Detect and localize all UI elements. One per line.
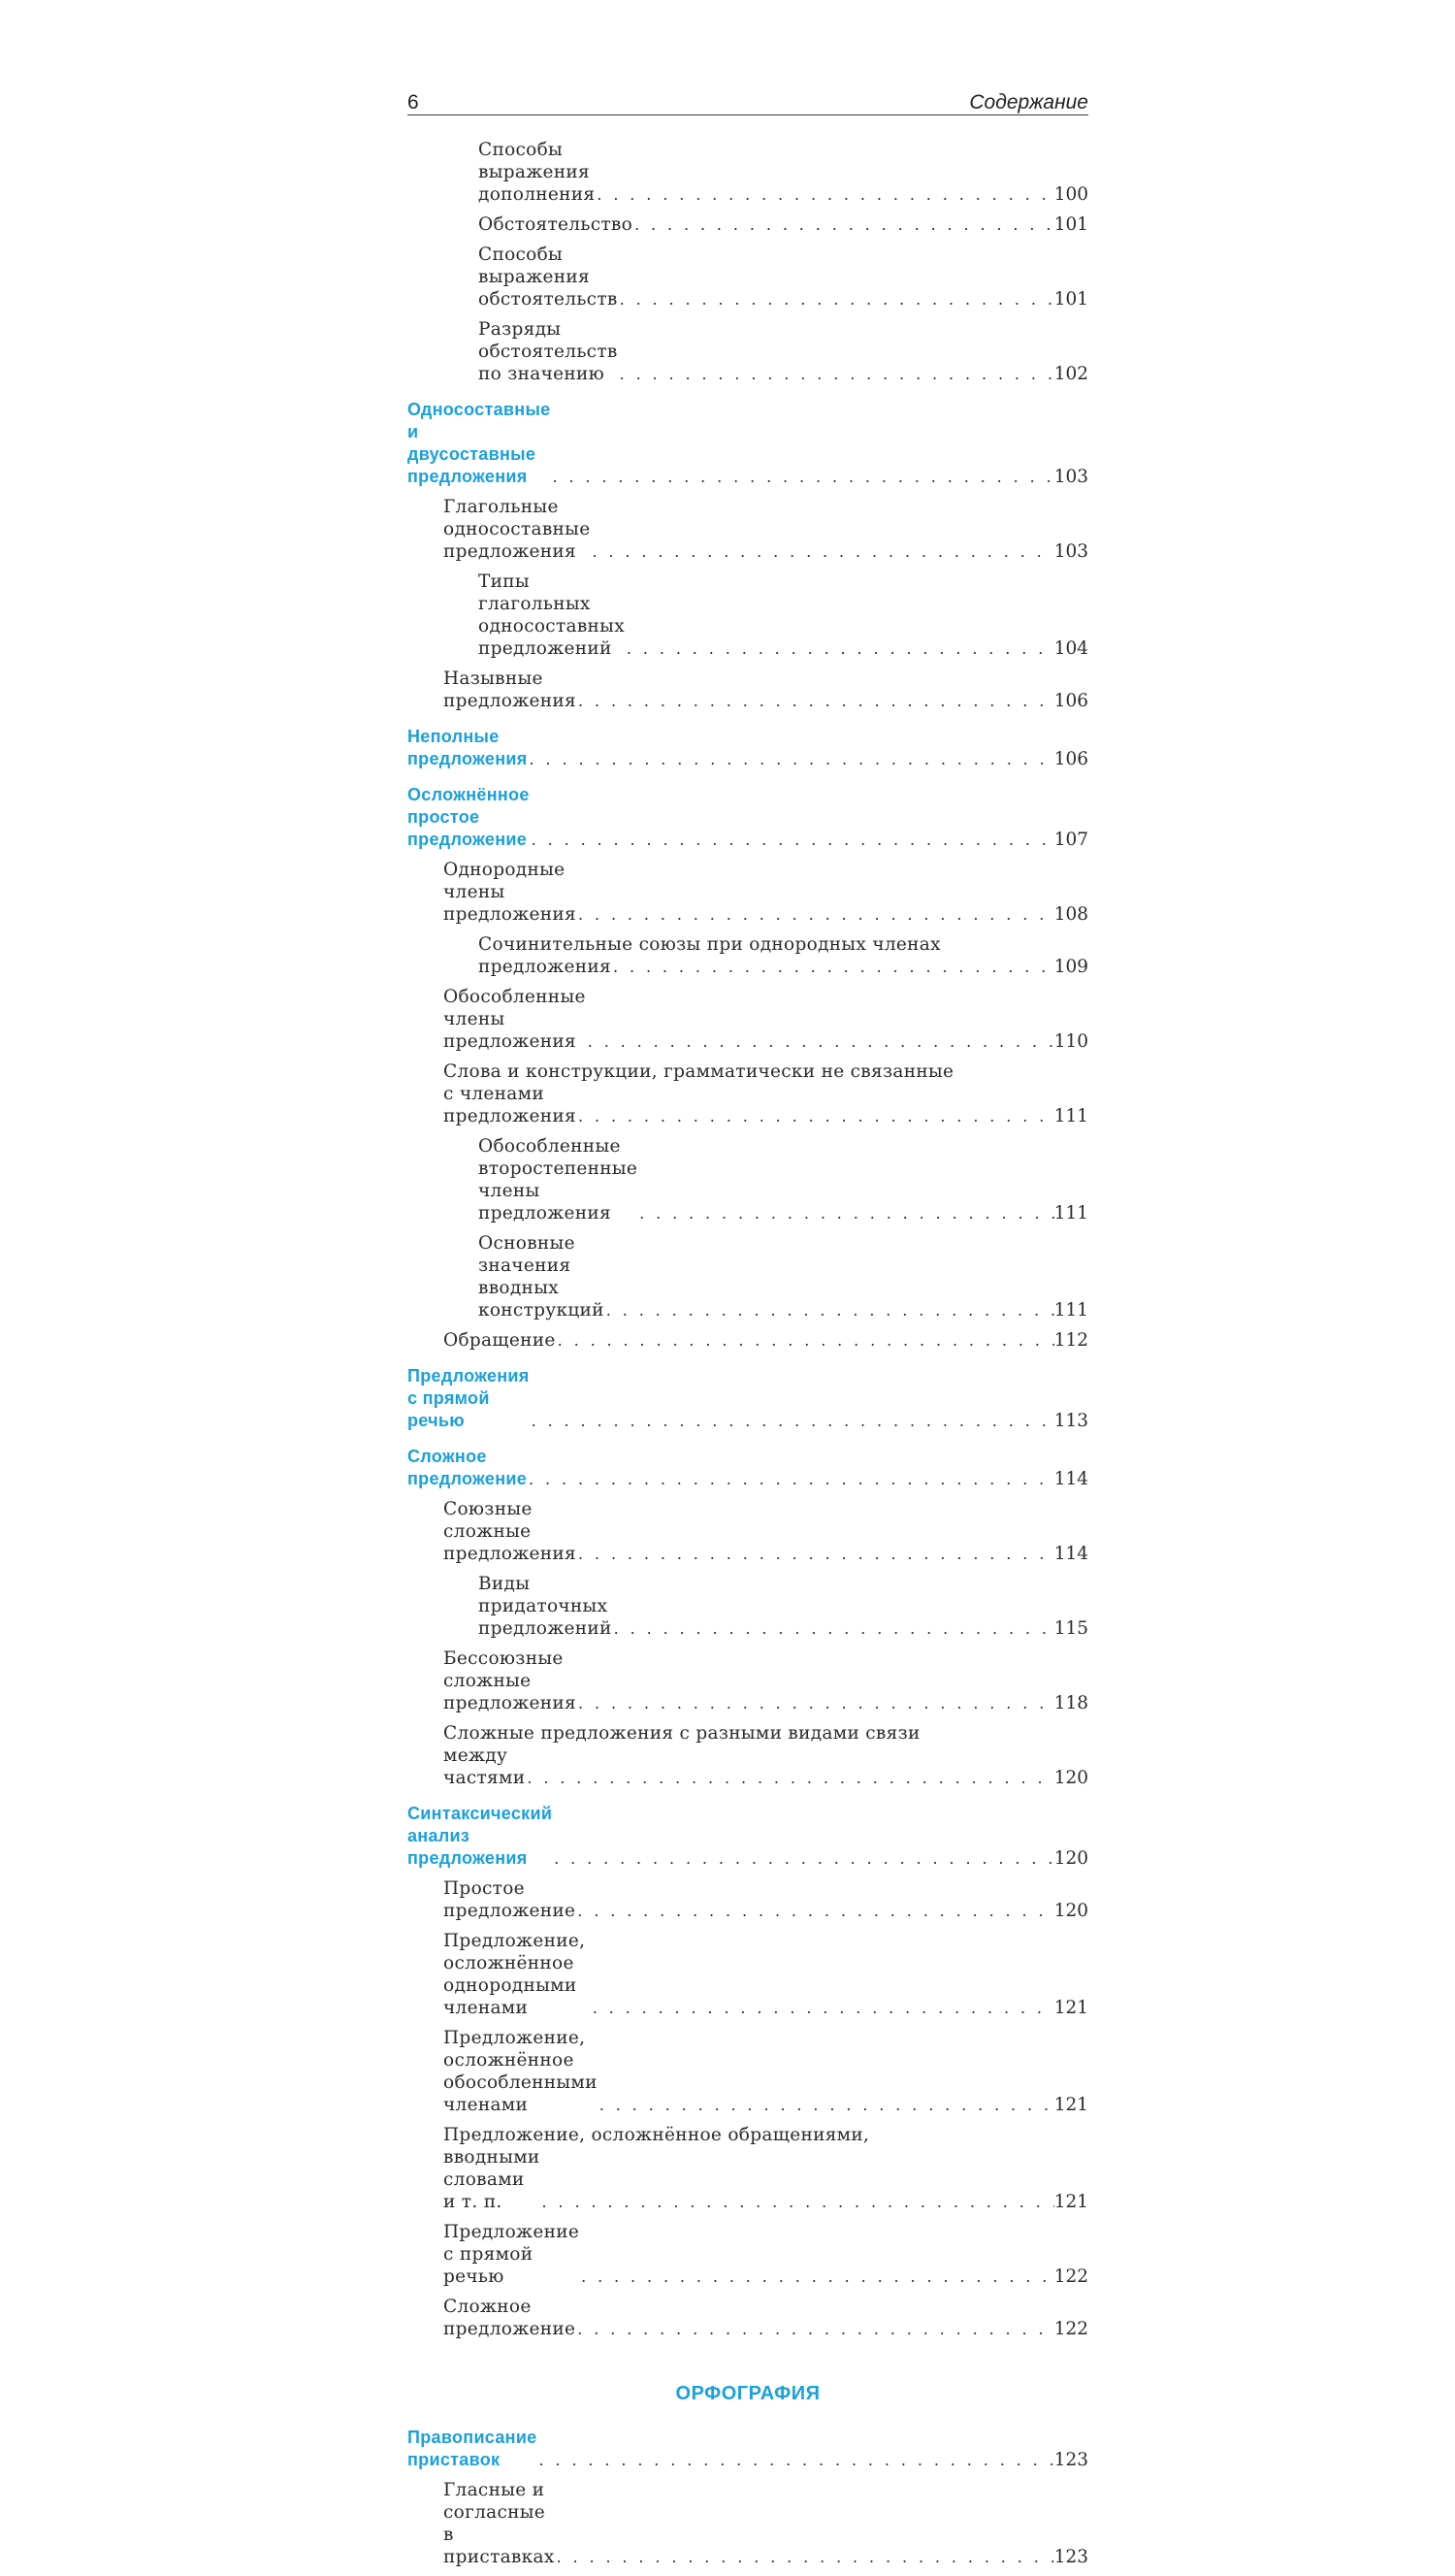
toc-chapter-entry[interactable]: [407, 1446, 1088, 1490]
toc-chapter-entry[interactable]: [407, 1803, 1088, 1870]
toc-entry[interactable]: [407, 668, 1088, 712]
toc-entry[interactable]: [407, 571, 1088, 660]
dot-leader: [540, 2191, 1054, 2213]
toc-list-orthography: [407, 2427, 1088, 2568]
dot-leader: [530, 829, 1054, 851]
dot-leader: [556, 1329, 1054, 1352]
toc-entry[interactable]: [407, 1498, 1088, 1565]
toc-entry-label: Обособленные второстепенные члены предложения: [478, 1136, 638, 1223]
toc-entry-label: Назывные предложения: [443, 668, 577, 711]
toc-page-number: 101: [1053, 214, 1088, 235]
toc-entry-label: Союзные сложные предложения: [443, 1499, 577, 1564]
toc-page-number: 106: [1053, 691, 1088, 711]
toc-page-number: 121: [1053, 2192, 1088, 2212]
dot-leader: [530, 1410, 1054, 1432]
dot-leader: [625, 637, 1054, 660]
dot-leader: [552, 1847, 1054, 1870]
toc-entry-label: Простое предложение: [443, 1878, 576, 1921]
dot-leader: [537, 2449, 1054, 2471]
dot-leader: [612, 1617, 1054, 1640]
toc-chapter-entry[interactable]: [407, 2427, 1088, 2471]
toc-page-number: 101: [1053, 289, 1088, 310]
toc-entry-label: Обращение: [443, 1330, 556, 1351]
toc-entry-label: Обстоятельство: [478, 214, 633, 235]
toc-entry-label: Способы выражения дополнения: [478, 140, 596, 205]
toc-page-number: 121: [1053, 2095, 1088, 2115]
toc-entry-label: Осложнённое простое предложение: [407, 785, 530, 849]
toc-entry[interactable]: [407, 859, 1088, 926]
toc-entry-label-line1: Слова и конструкции, грамматически не связанные: [443, 1061, 954, 1082]
toc-entry-label: вводными словами и т. п.: [443, 2147, 540, 2212]
toc-page-number: 118: [1053, 1693, 1088, 1713]
toc-page: [407, 85, 1088, 2576]
toc-entry-label: Глагольные односоставные предложения: [443, 497, 591, 562]
toc-page-number: 110: [1053, 1031, 1088, 1052]
dot-leader: [550, 466, 1053, 488]
toc-entry-label: между частями: [443, 1745, 526, 1788]
dot-leader: [637, 1202, 1054, 1224]
dot-leader: [618, 363, 1054, 385]
dot-leader: [528, 748, 1054, 770]
toc-page-number: 123: [1053, 2547, 1088, 2567]
toc-chapter-entry[interactable]: [407, 1365, 1088, 1432]
toc-entry-label: Сложное предложение: [407, 1447, 528, 1488]
toc-page-number: 107: [1053, 830, 1088, 850]
toc-page-number: 112: [1053, 1330, 1088, 1351]
toc-entry[interactable]: [407, 244, 1088, 310]
toc-chapter-entry[interactable]: [407, 399, 1088, 488]
dot-leader: [604, 1299, 1054, 1321]
toc-entry[interactable]: [407, 318, 1088, 385]
toc-page-number: 114: [1053, 1469, 1088, 1489]
dot-leader: [611, 956, 1054, 978]
toc-entry[interactable]: [407, 213, 1088, 236]
toc-entry-label: Обособленные члены предложения: [443, 987, 586, 1052]
dot-leader: [579, 2266, 1054, 2288]
toc-list-syntax: [407, 139, 1088, 2340]
toc-entry-label-line1: Сочинительные союзы при однородных членах: [478, 934, 941, 955]
dot-leader: [591, 1997, 1054, 2019]
toc-entry-label: Типы глагольных односоставных предложений: [478, 571, 625, 659]
dot-leader: [595, 183, 1053, 206]
toc-entry-label: Разряды обстоятельств по значению: [478, 319, 618, 384]
dot-leader: [555, 2546, 1054, 2568]
toc-entry[interactable]: [407, 2296, 1088, 2340]
dot-leader: [527, 1468, 1054, 1490]
toc-entry[interactable]: [407, 2124, 1088, 2213]
toc-entry[interactable]: [407, 1329, 1088, 1352]
toc-entry[interactable]: [407, 1573, 1088, 1640]
toc-page-number: 111: [1053, 1106, 1088, 1126]
toc-entry[interactable]: [407, 1877, 1088, 1922]
toc-entry-label: предложения: [478, 957, 612, 977]
toc-entry[interactable]: [407, 1647, 1088, 1714]
toc-entry[interactable]: [407, 1135, 1088, 1224]
dot-leader: [576, 903, 1054, 926]
toc-page-number: 120: [1053, 1768, 1088, 1788]
toc-entry-label: Сложное предложение: [443, 2297, 576, 2339]
toc-entry-label: Предложение, осложнённое обособленными членами: [443, 2028, 598, 2115]
section-heading: ОРФОГРАФИЯ: [675, 2383, 821, 2404]
toc-entry-label: Основные значения вводных конструкций: [478, 1233, 604, 1321]
toc-page-number: 103: [1053, 467, 1088, 487]
toc-page-number: 113: [1053, 1411, 1088, 1431]
toc-page-number: 122: [1053, 2319, 1088, 2339]
toc-entry[interactable]: [407, 2027, 1088, 2116]
toc-entry[interactable]: [407, 1060, 1088, 1127]
toc-page-number: 120: [1053, 1848, 1088, 1869]
toc-entry-label: Правописание приставок: [407, 2428, 537, 2469]
toc-entry-label: Синтаксический анализ предложения: [407, 1804, 553, 1868]
toc-entry-label: Односоставные и двусоставные предложения: [407, 400, 551, 486]
dot-leader: [598, 2094, 1054, 2116]
dot-leader: [576, 1692, 1054, 1714]
toc-entry-label: Неполные предложения: [407, 727, 528, 768]
page-number: 6: [407, 91, 419, 114]
dot-leader: [575, 1900, 1053, 1922]
dot-leader: [576, 1105, 1054, 1127]
toc-page-number: 111: [1053, 1300, 1088, 1321]
dot-leader: [618, 288, 1054, 310]
toc-entry-label: Гласные и согласные в приставках: [443, 2480, 555, 2567]
toc-page-number: 106: [1053, 749, 1088, 769]
toc-entry-label: Способы выражения обстоятельств: [478, 245, 618, 310]
toc-page-number: 115: [1053, 1618, 1088, 1639]
page-header: [407, 85, 1088, 115]
dot-leader: [632, 213, 1054, 236]
running-title: Содержание: [969, 91, 1088, 114]
toc-chapter-entry[interactable]: [407, 784, 1088, 851]
toc-page-number: 103: [1053, 541, 1088, 562]
toc-chapter-entry[interactable]: [407, 726, 1088, 770]
toc-page-number: 121: [1053, 1998, 1088, 2018]
toc-entry-label: Предложения с прямой речью: [407, 1366, 530, 1430]
toc-entry-label: Предложение, осложнённое однородными членами: [443, 1931, 586, 2018]
toc-entry[interactable]: [407, 2221, 1088, 2288]
toc-entry-label: Виды придаточных предложений: [478, 1574, 612, 1639]
toc-page-number: 102: [1053, 364, 1088, 384]
toc-page-number: 120: [1053, 1901, 1088, 1921]
toc-entry-label-line1: Предложение, осложнённое обращениями,: [443, 2125, 870, 2145]
toc-entry-label: Бессоюзные сложные предложения: [443, 1648, 577, 1713]
dot-leader: [575, 2318, 1053, 2340]
dot-leader: [576, 690, 1054, 712]
toc-entry[interactable]: [407, 986, 1088, 1053]
dot-leader: [576, 1543, 1054, 1565]
toc-page-number: 108: [1053, 904, 1088, 925]
toc-entry-label: Однородные члены предложения: [443, 860, 577, 925]
toc-page-number: 100: [1053, 184, 1088, 205]
toc-page-number: 122: [1053, 2266, 1088, 2287]
toc-entry-label: с членами предложения: [443, 1084, 577, 1126]
toc-entry[interactable]: [407, 933, 1088, 978]
toc-entry[interactable]: [407, 2479, 1088, 2568]
dot-leader: [525, 1767, 1053, 1789]
toc-page-number: 114: [1053, 1544, 1088, 1564]
toc-entry[interactable]: [407, 1232, 1088, 1321]
toc-entry[interactable]: [407, 139, 1088, 206]
toc-entry-label-line1: Сложные предложения с разными видами связи: [443, 1723, 921, 1744]
dot-leader: [590, 540, 1053, 563]
toc-entry[interactable]: [407, 1930, 1088, 2019]
toc-entry-label: Предложение с прямой речью: [443, 2222, 580, 2287]
toc-page-number: 104: [1053, 638, 1088, 659]
toc-page-number: 123: [1053, 2450, 1088, 2470]
toc-page-number: 109: [1053, 957, 1088, 977]
toc-page-number: 111: [1053, 1203, 1088, 1223]
dot-leader: [586, 1030, 1054, 1053]
toc-entry[interactable]: [407, 496, 1088, 563]
toc-entry[interactable]: [407, 1722, 1088, 1789]
